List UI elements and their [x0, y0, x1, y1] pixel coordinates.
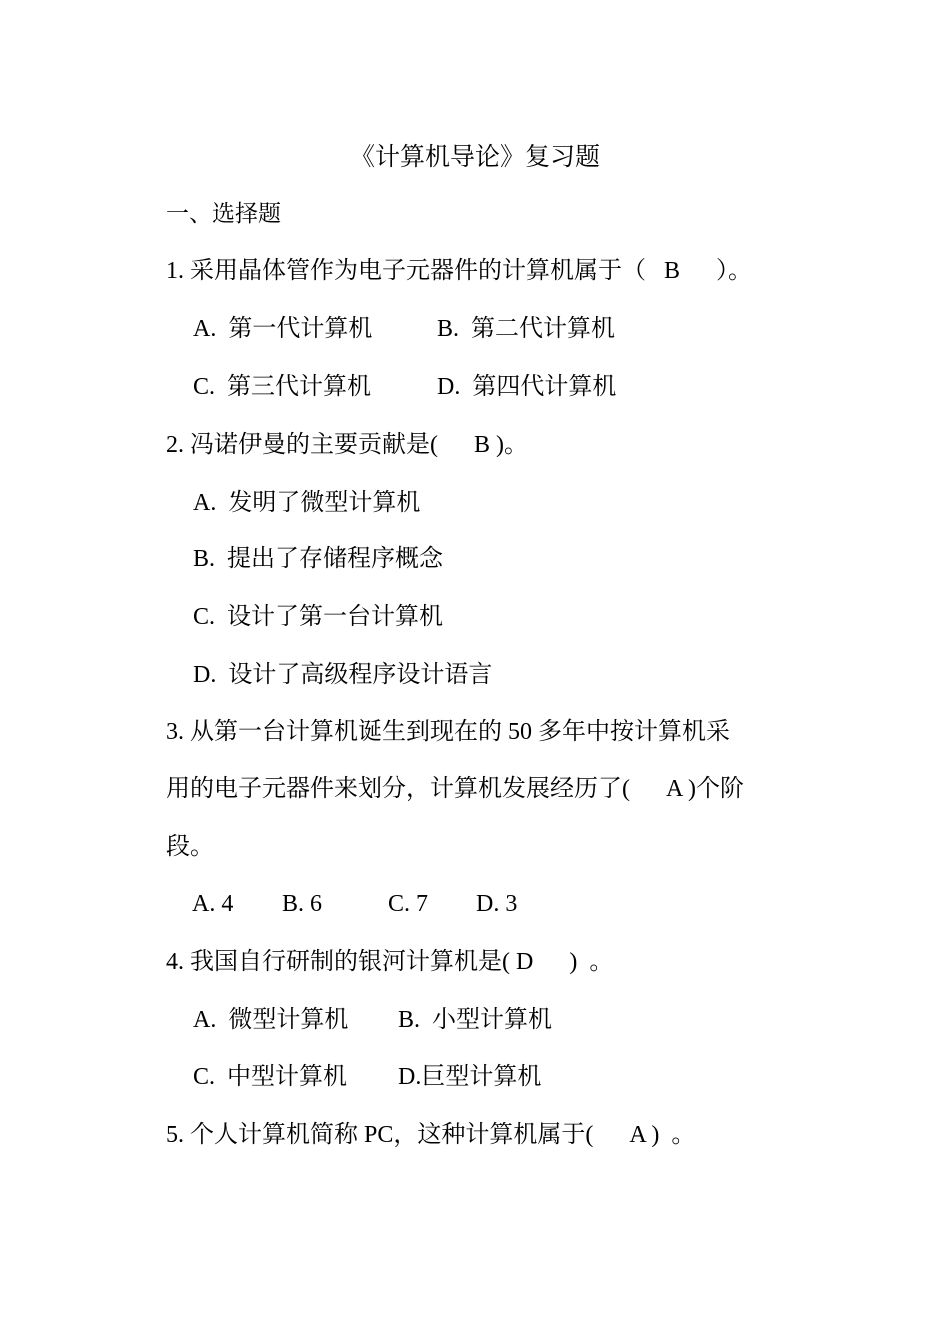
question-2-option-a: A. 发明了微型计算机: [193, 490, 421, 516]
question-2-option-b: B. 提出了存储程序概念: [193, 546, 444, 572]
page-title: 《计算机导论》复习题: [349, 142, 600, 171]
question-3-option-b: B. 6: [282, 891, 323, 917]
question-4-option-a: A. 微型计算机: [193, 1007, 349, 1033]
question-3-stem-line-1: 3. 从第一台计算机诞生到现在的 50 多年中按计算机采: [166, 719, 730, 745]
question-3-stem-line-3: 段。: [166, 834, 214, 860]
question-2-option-d: D. 设计了高级程序设计语言: [193, 662, 493, 688]
question-2-option-c: C. 设计了第一台计算机: [193, 604, 444, 630]
question-1-option-b: B. 第二代计算机: [437, 316, 616, 342]
question-3-stem-line-2: 用的电子元器件来划分，计算机发展经历了( A )个阶: [166, 776, 744, 802]
question-3-option-a: A. 4: [192, 891, 234, 917]
question-4-option-c: C. 中型计算机: [193, 1064, 348, 1090]
question-4-option-b: B. 小型计算机: [398, 1007, 553, 1033]
question-1-option-a: A. 第一代计算机: [193, 316, 373, 342]
question-2-stem: 2. 冯诺伊曼的主要贡献是( B )。: [166, 432, 528, 458]
question-4-option-d: D.巨型计算机: [398, 1064, 542, 1090]
question-3-option-d: D. 3: [476, 891, 518, 917]
question-1-stem: 1. 采用晶体管作为电子元器件的计算机属于（ B ）。: [166, 258, 753, 284]
question-1-option-d: D. 第四代计算机: [437, 374, 617, 400]
question-3-option-c: C. 7: [388, 891, 429, 917]
question-1-option-c: C. 第三代计算机: [193, 374, 372, 400]
section-heading: 一、选择题: [166, 201, 281, 227]
question-5-stem: 5. 个人计算机简称 PC，这种计算机属于( A ) 。: [166, 1122, 696, 1148]
question-4-stem: 4. 我国自行研制的银河计算机是( D ) 。: [166, 949, 614, 975]
